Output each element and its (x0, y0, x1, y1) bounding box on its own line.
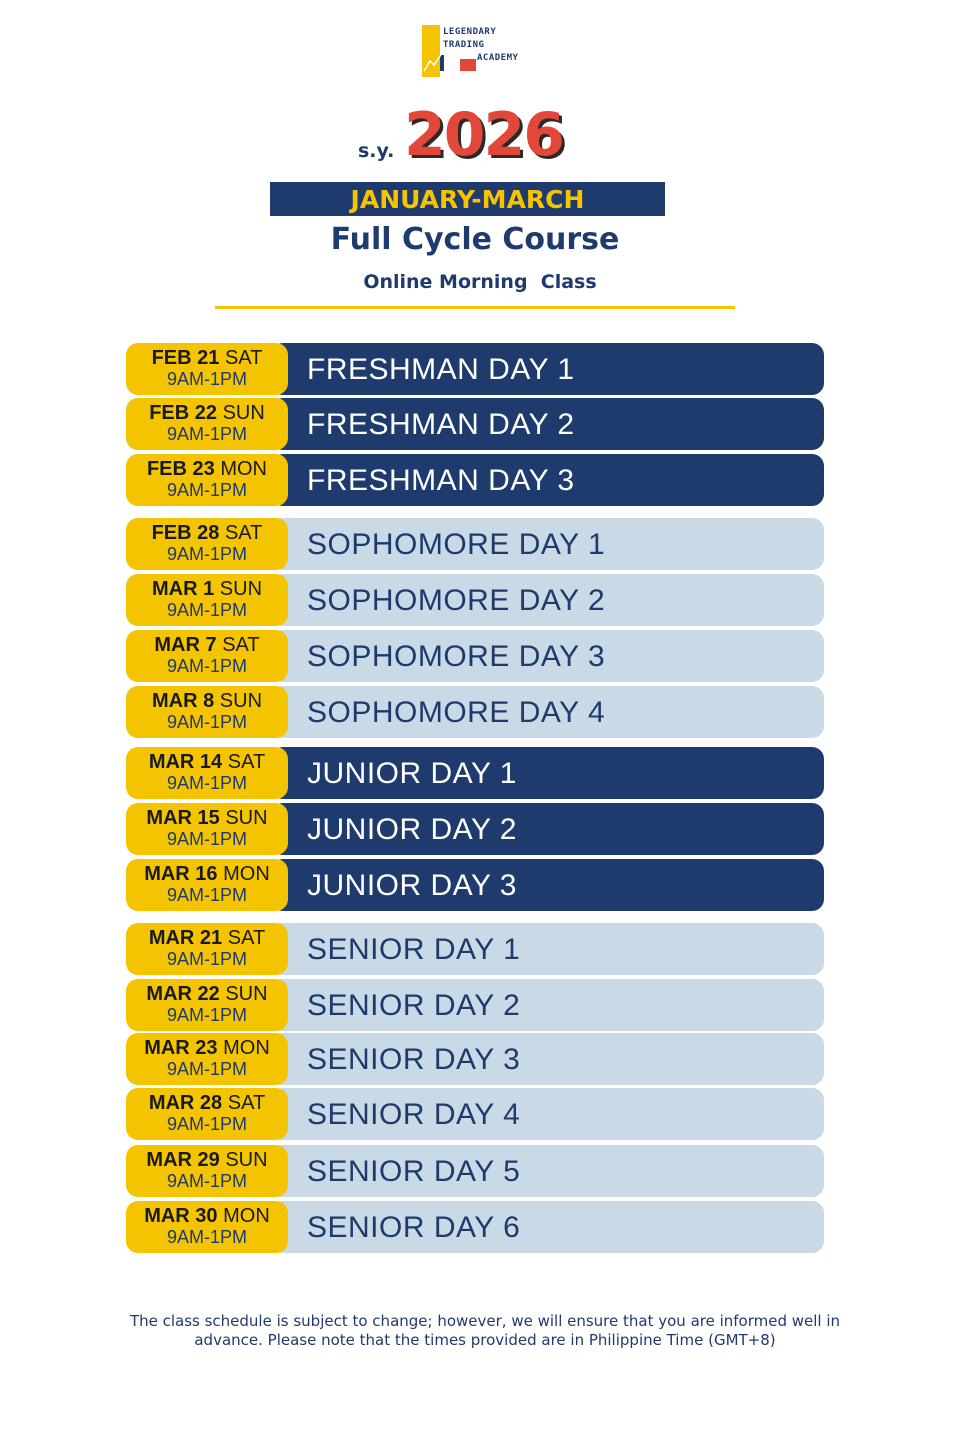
session-date: MAR 7 (154, 634, 217, 656)
session-weekday: SAT (227, 927, 266, 949)
session-date: MAR 23 (144, 1037, 218, 1059)
logo-line-1: LEGENDARY (443, 27, 497, 37)
academy-logo (422, 25, 532, 79)
logo-line-2: TRADING (443, 40, 485, 50)
session-time: 9AM-1PM (166, 1005, 247, 1025)
session-time: 9AM-1PM (166, 544, 247, 564)
school-year-heading (0, 100, 960, 170)
term-banner: JANUARY-MARCH (270, 182, 665, 216)
session-date: MAR 22 (146, 983, 220, 1005)
date-pill (126, 1088, 288, 1140)
date-pill (126, 1201, 288, 1253)
session-date: MAR 14 (148, 751, 223, 773)
schedule-row (126, 686, 824, 738)
date-line (126, 1205, 288, 1227)
session-name: SENIOR DAY 1 (271, 923, 824, 975)
divider (215, 306, 735, 309)
schedule-disclaimer (110, 1312, 860, 1350)
schedule-row (126, 1033, 824, 1085)
date-pill (126, 518, 288, 570)
session-time: 9AM-1PM (166, 656, 247, 676)
date-pill (126, 630, 288, 682)
session-date: MAR 21 (148, 927, 223, 949)
session-weekday: SUN (225, 1149, 268, 1171)
date-pill (126, 343, 288, 395)
date-line (126, 522, 288, 544)
schedule-row (126, 859, 824, 911)
schedule-row (126, 923, 824, 975)
session-weekday: SUN (222, 402, 265, 424)
date-line (126, 458, 288, 480)
session-date: MAR 16 (144, 863, 218, 885)
session-date: FEB 21 (151, 347, 220, 369)
session-time: 9AM-1PM (166, 424, 247, 444)
school-year-label: s.y. (358, 140, 395, 162)
date-pill (126, 398, 288, 450)
date-line (126, 983, 288, 1005)
session-weekday: SUN (225, 807, 268, 829)
course-title: Full Cycle Course (330, 222, 620, 257)
session-time: 9AM-1PM (166, 712, 247, 732)
date-pill (126, 1033, 288, 1085)
schedule-row (126, 1201, 824, 1253)
date-line (126, 751, 288, 773)
schedule-row (126, 979, 824, 1031)
session-date: MAR 28 (148, 1092, 223, 1114)
date-line (126, 347, 288, 369)
date-pill (126, 686, 288, 738)
session-weekday: SAT (227, 751, 266, 773)
session-name: SENIOR DAY 4 (271, 1088, 824, 1140)
date-line (126, 807, 288, 829)
disclaimer-line-1: The class schedule is subject to change; however, we will ensure that you are informed well in (129, 1312, 841, 1330)
session-name: SOPHOMORE DAY 2 (271, 574, 824, 626)
logo-line-3: ACADEMY (477, 53, 519, 63)
session-weekday: MON (220, 458, 268, 480)
session-date: MAR 29 (146, 1149, 220, 1171)
session-date: FEB 23 (146, 458, 215, 480)
session-date: FEB 28 (151, 522, 220, 544)
schedule-row (126, 343, 824, 395)
schedule-row (126, 747, 824, 799)
session-date: FEB 22 (149, 402, 217, 424)
date-pill (126, 747, 288, 799)
date-line (126, 402, 288, 424)
session-time: 9AM-1PM (166, 829, 247, 849)
session-name: JUNIOR DAY 1 (271, 747, 824, 799)
session-date: MAR 15 (146, 807, 220, 829)
session-time: 9AM-1PM (166, 1171, 247, 1191)
session-weekday: SAT (224, 522, 263, 544)
date-line (126, 863, 288, 885)
session-name: SENIOR DAY 5 (271, 1145, 824, 1197)
session-name: SOPHOMORE DAY 1 (271, 518, 824, 570)
session-name: SOPHOMORE DAY 3 (271, 630, 824, 682)
schedule-row (126, 398, 824, 450)
session-date: MAR 1 (151, 578, 215, 600)
date-pill (126, 454, 288, 506)
session-weekday: SAT (227, 1092, 266, 1114)
session-name: FRESHMAN DAY 3 (271, 454, 824, 506)
session-time: 9AM-1PM (166, 1059, 247, 1079)
session-time: 9AM-1PM (166, 480, 247, 500)
date-line (126, 578, 288, 600)
session-name: SENIOR DAY 3 (271, 1033, 824, 1085)
session-name: FRESHMAN DAY 1 (271, 343, 824, 395)
session-date: MAR 8 (151, 690, 215, 712)
session-name: SENIOR DAY 2 (271, 979, 824, 1031)
date-pill (126, 923, 288, 975)
date-pill (126, 803, 288, 855)
disclaimer-line-2: advance. Please note that the times provided are in Philippine Time (GMT+8) (194, 1331, 776, 1349)
date-pill (126, 859, 288, 911)
schedule-row (126, 803, 824, 855)
schedule-row (126, 630, 824, 682)
session-time: 9AM-1PM (166, 1227, 247, 1247)
date-line (126, 927, 288, 949)
session-weekday: SAT (222, 634, 260, 656)
schedule-row (126, 574, 824, 626)
session-time: 9AM-1PM (166, 885, 247, 905)
session-time: 9AM-1PM (166, 949, 247, 969)
session-name: SENIOR DAY 6 (271, 1201, 824, 1253)
schedule-row (126, 454, 824, 506)
session-name: JUNIOR DAY 3 (271, 859, 824, 911)
session-weekday: SUN (219, 578, 263, 600)
session-name: SOPHOMORE DAY 4 (271, 686, 824, 738)
session-time: 9AM-1PM (166, 773, 247, 793)
schedule-row (126, 1145, 824, 1197)
session-time: 9AM-1PM (166, 1114, 247, 1134)
date-line (126, 1092, 288, 1114)
class-mode: Online Morning Class (363, 271, 597, 293)
schedule-row (126, 518, 824, 570)
session-name: JUNIOR DAY 2 (271, 803, 824, 855)
session-date: MAR 30 (144, 1205, 218, 1227)
date-line (126, 634, 288, 656)
session-weekday: SUN (219, 690, 263, 712)
logo-text (443, 26, 518, 65)
date-line (126, 1037, 288, 1059)
session-time: 9AM-1PM (166, 369, 247, 389)
date-pill (126, 1145, 288, 1197)
session-time: 9AM-1PM (166, 600, 247, 620)
session-weekday: MON (223, 1037, 270, 1059)
session-name: FRESHMAN DAY 2 (271, 398, 824, 450)
date-pill (126, 979, 288, 1031)
date-line (126, 1149, 288, 1171)
date-pill (126, 574, 288, 626)
logo-mark-icon (422, 25, 444, 77)
school-year-value: 2026 (404, 100, 563, 170)
session-weekday: MON (223, 863, 270, 885)
schedule-row (126, 1088, 824, 1140)
date-line (126, 690, 288, 712)
session-weekday: SAT (224, 347, 263, 369)
session-weekday: MON (223, 1205, 270, 1227)
session-weekday: SUN (225, 983, 268, 1005)
